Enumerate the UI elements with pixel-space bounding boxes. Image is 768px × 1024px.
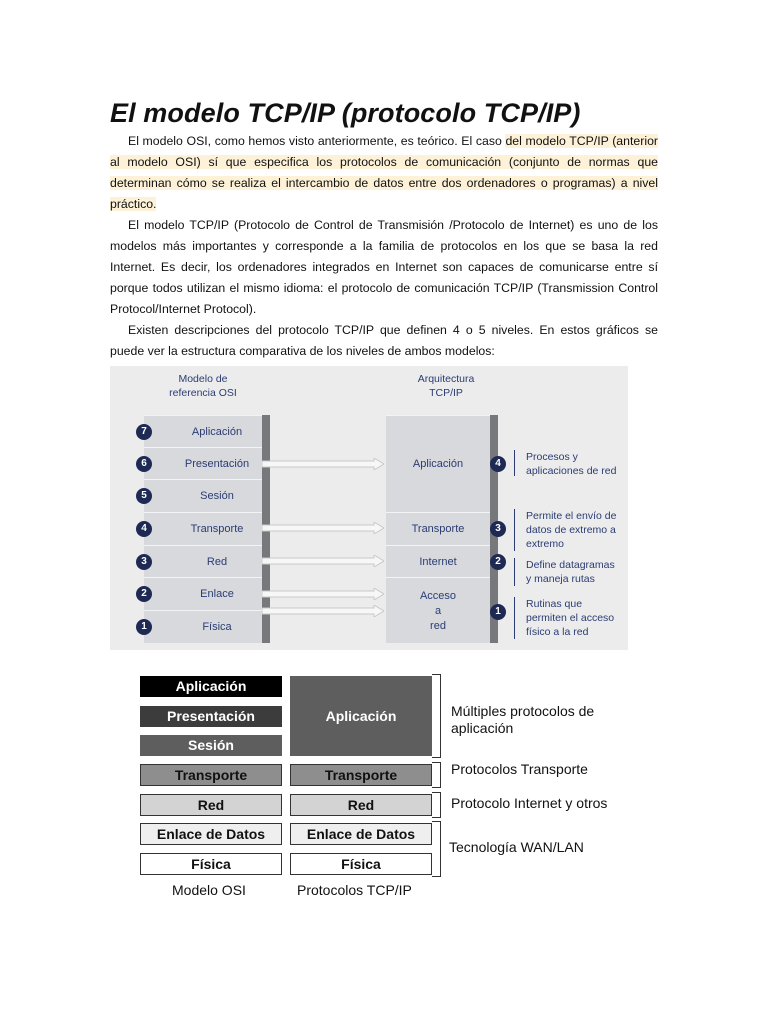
description-line: aplicaciones de red	[526, 465, 617, 477]
osi-physical-box: Física	[140, 853, 282, 875]
description-line: Rutinas que	[526, 598, 583, 610]
layer-number-badge: 4	[490, 456, 506, 472]
link-bracket	[432, 821, 441, 877]
tcp-application-box: Aplicación	[290, 676, 432, 756]
description-line: permiten el acceso	[526, 612, 615, 624]
layer-number-badge: 2	[490, 554, 506, 570]
description-line: y maneja rutas	[526, 573, 595, 585]
tcp-layer-label: red	[430, 620, 446, 632]
tcp-column	[386, 415, 501, 643]
osi-header-line-1: Modelo de	[178, 373, 228, 385]
description-layer-2	[526, 558, 615, 586]
layer-number-badge: 7	[136, 424, 152, 440]
osi-caption: Modelo OSI	[172, 882, 246, 898]
tcp-layer-label: Acceso	[419, 590, 457, 602]
arrow-physical	[262, 605, 384, 617]
description-divider	[514, 450, 515, 476]
tcp-header	[386, 372, 506, 400]
tcp-layer-2	[386, 545, 501, 578]
paragraph-3-text: Existen descripciones del protocolo TCP/IP que definen 4 o 5 niveles. En estos gráficos se puede ver la estructura comparativa de los niveles de ambos modelos:	[110, 323, 658, 358]
description-layer-1	[526, 597, 614, 639]
osi-network-box: Red	[140, 794, 282, 816]
osi-transport-box: Transporte	[140, 764, 282, 786]
description-line: Define datagramas	[526, 559, 615, 571]
osi-layer-label: Transporte	[190, 523, 244, 535]
tcp-transport-box: Transporte	[290, 764, 432, 786]
description-divider	[514, 558, 515, 586]
network-group-label: Protocolo Internet y otros	[451, 795, 608, 811]
tcp-layer-4	[386, 415, 501, 512]
arrow-transport	[262, 522, 384, 534]
transport-group-label: Protocolos Transporte	[451, 761, 588, 777]
tcp-header-line-1: Arquitectura	[417, 373, 475, 385]
paragraph-3	[110, 320, 658, 362]
description-line: Procesos y	[526, 451, 578, 463]
tcp-layer-label: a	[434, 605, 442, 617]
osi-layer-5	[141, 479, 262, 513]
tcp-layer-label: Aplicación	[412, 458, 464, 470]
paragraph-1-text: El modelo OSI, como hemos visto anteriormente, es teórico. El caso	[128, 134, 506, 148]
osi-tcp-protocols-figure	[140, 672, 640, 908]
osi-layer-label: Red	[206, 556, 228, 568]
description-divider	[514, 509, 515, 551]
paragraph-2-text: El modelo TCP/IP (Protocolo de Control de Transmisión /Protocolo de Internet) es uno de los modelos más importantes y corresponde a la familia de protocolos en los que se basa la red Internet. Es decir, los ordenadores integrados en Internet son capaces de comunicarse entre sí porque todos utilizan el mismo idioma: el protocolo de comunicación TCP/IP (Transmission Control Protocol/Internet Protocol).	[110, 218, 658, 316]
page-title: El modelo TCP/IP (protocolo TCP/IP)	[110, 98, 581, 128]
osi-session-box: Sesión	[140, 735, 282, 756]
osi-layer-7	[141, 415, 262, 449]
osi-layer-label: Física	[202, 621, 232, 633]
paragraph-1-highlight: del modelo TCP/IP (anterior al modelo OSI) sí que especifica los protocolos de comunicación (conjunto de normas que determinan cómo se realiza el intercambio de datos entre dos ordenadores o programas) a nivel práctico.	[110, 134, 659, 211]
paragraph-1	[110, 131, 658, 215]
osi-application-box: Aplicación	[140, 676, 282, 697]
osi-datalink-box: Enlace de Datos	[140, 823, 282, 845]
network-bracket	[432, 792, 441, 818]
layer-number-badge: 1	[490, 604, 506, 620]
description-line: datos de extremo a	[526, 524, 616, 536]
tcp-datalink-box: Enlace de Datos	[290, 823, 432, 845]
osi-column	[141, 415, 270, 643]
osi-header	[144, 372, 262, 400]
osi-layer-4	[141, 512, 262, 546]
description-layer-3	[526, 509, 616, 551]
description-divider	[514, 597, 515, 639]
description-line: físico a la red	[526, 626, 589, 638]
description-line: Permite el envío de	[526, 510, 617, 522]
description-line: extremo	[526, 538, 564, 550]
group-label-line: aplicación	[451, 720, 514, 736]
osi-layer-label: Aplicación	[191, 426, 243, 438]
application-bracket	[432, 674, 441, 758]
osi-presentation-box: Presentación	[140, 706, 282, 727]
layer-number-badge: 4	[136, 521, 152, 537]
tcp-layer-label: Transporte	[411, 523, 465, 535]
arrow-link	[262, 588, 384, 600]
osi-layer-1	[141, 610, 262, 644]
tcp-layer-3	[386, 512, 501, 546]
osi-layer-3	[141, 545, 262, 579]
application-group-label	[451, 703, 594, 737]
description-layer-4	[526, 450, 616, 478]
layer-number-badge: 3	[490, 521, 506, 537]
transport-bracket	[432, 762, 441, 788]
tcp-caption: Protocolos TCP/IP	[297, 882, 412, 898]
tcp-layer-label: Internet	[419, 556, 457, 568]
osi-header-line-2: referencia OSI	[169, 387, 237, 399]
group-label-line: Múltiples protocolos de	[451, 703, 595, 719]
paragraph-2	[110, 215, 658, 320]
osi-layer-label: Sesión	[200, 490, 234, 502]
layer-number-badge: 3	[136, 554, 152, 570]
osi-layer-2	[141, 577, 262, 611]
osi-layer-6	[141, 447, 262, 481]
osi-layer-label: Enlace	[200, 588, 234, 600]
link-group-label: Tecnología WAN/LAN	[449, 839, 584, 855]
tcp-layer-1	[386, 577, 501, 644]
layer-number-badge: 2	[136, 586, 152, 602]
arrow-application	[262, 458, 384, 470]
tcp-header-line-2: TCP/IP	[429, 387, 463, 399]
layer-number-badge: 5	[136, 488, 152, 504]
osi-tcp-architecture-figure	[110, 366, 628, 650]
osi-layer-label: Presentación	[184, 458, 250, 470]
layer-number-badge: 1	[136, 619, 152, 635]
layer-number-badge: 6	[136, 456, 152, 472]
tcp-physical-box: Física	[290, 853, 432, 875]
tcp-network-box: Red	[290, 794, 432, 816]
arrow-network	[262, 555, 384, 567]
